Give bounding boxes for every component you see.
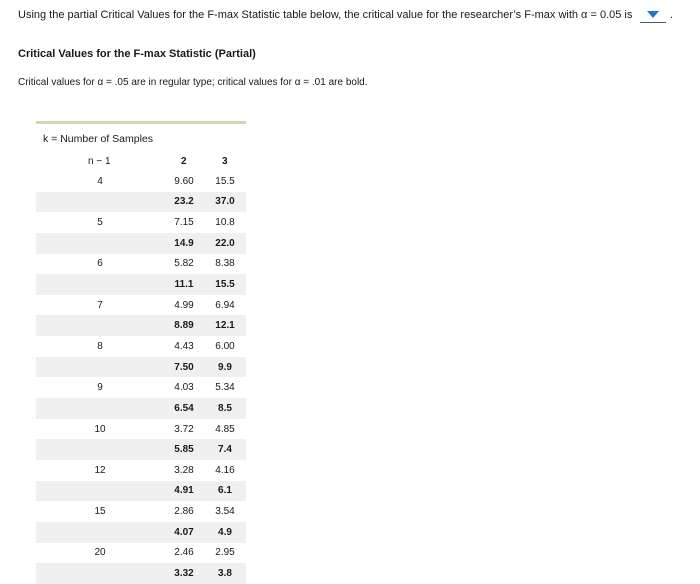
table-row — [36, 563, 246, 584]
k2-value-cell: 11.1 — [164, 274, 204, 295]
k2-value-cell: 9.60 — [174, 175, 194, 187]
n-cell: 8 — [97, 340, 103, 352]
table-row — [36, 171, 246, 192]
table-note: Critical values for α = .05 are in regular type; critical values for α = .01 are bold. — [18, 77, 368, 88]
k2-value-cell: 5.85 — [164, 439, 204, 460]
k2-value-cell: 4.03 — [174, 382, 194, 394]
n-cell: 7 — [97, 299, 103, 311]
question-period: . — [670, 9, 674, 21]
k3-value-cell: 9.9 — [204, 357, 246, 378]
n-cell — [36, 315, 164, 336]
n-cell — [36, 274, 164, 295]
k3-value-cell: 6.94 — [215, 299, 235, 311]
table-row — [36, 254, 246, 275]
critical-values-table — [36, 171, 246, 584]
table-row — [36, 336, 246, 357]
n-cell: 4 — [97, 175, 103, 187]
k3-value-cell: 37.0 — [204, 192, 246, 213]
n-cell — [36, 439, 164, 460]
k3-value-cell: 3.8 — [204, 563, 246, 584]
k3-value-cell: 8.5 — [204, 398, 246, 419]
table-row — [36, 419, 246, 440]
table-row — [36, 543, 246, 564]
k3-value-cell: 5.34 — [215, 382, 235, 394]
k3-value-cell: 6.00 — [215, 340, 235, 352]
k3-value-cell: 12.1 — [204, 315, 246, 336]
table-title: Critical Values for the F-max Statistic (Partial) — [18, 48, 256, 60]
answer-dropdown[interactable] — [640, 7, 666, 23]
n-cell — [36, 233, 164, 254]
table-row — [36, 377, 246, 398]
table-row — [36, 357, 246, 378]
k2-value-cell: 4.99 — [174, 299, 194, 311]
k2-value-cell: 4.91 — [164, 481, 204, 502]
k3-value-cell: 4.16 — [215, 464, 235, 476]
table-row — [36, 439, 246, 460]
k3-value-cell: 6.1 — [204, 481, 246, 502]
n-cell: 5 — [97, 217, 103, 229]
n-cell — [36, 398, 164, 419]
k2-value-cell: 5.82 — [174, 258, 194, 270]
n-cell: 20 — [94, 547, 106, 559]
k3-value-cell: 3.54 — [215, 506, 235, 518]
k2-value-cell: 2.46 — [174, 547, 194, 559]
k-header: k = Number of Samples — [43, 133, 154, 145]
k3-value-cell: 4.85 — [215, 423, 235, 435]
table-row — [36, 522, 246, 543]
question-text: Using the partial Critical Values for the F-max Statistic table below, the critical value for the researcher’s F-max with α = 0.05 is — [18, 9, 633, 21]
k3-value-cell: 22.0 — [204, 233, 246, 254]
k3-value-cell: 8.38 — [215, 258, 235, 270]
n-cell — [36, 563, 164, 584]
k3-value-cell: 15.5 — [204, 274, 246, 295]
table-row — [36, 398, 246, 419]
k2-value-cell: 8.89 — [164, 315, 204, 336]
table-row — [36, 295, 246, 316]
n-cell: 12 — [94, 464, 106, 476]
table-row — [36, 481, 246, 502]
k2-value-cell: 2.86 — [174, 506, 194, 518]
n-cell — [36, 192, 164, 213]
k3-value-cell: 15.5 — [215, 175, 235, 187]
n-cell: 6 — [97, 258, 103, 270]
k2-value-cell: 3.28 — [174, 464, 194, 476]
col-header-2: 2 — [181, 156, 187, 167]
n-header: n − 1 — [88, 156, 111, 167]
n-cell — [36, 522, 164, 543]
chevron-down-icon — [647, 11, 659, 18]
k3-value-cell: 7.4 — [204, 439, 246, 460]
n-cell — [36, 357, 164, 378]
k3-value-cell: 4.9 — [204, 522, 246, 543]
k3-value-cell: 10.8 — [215, 217, 235, 229]
k2-value-cell: 14.9 — [164, 233, 204, 254]
table-row — [36, 501, 246, 522]
k2-value-cell: 7.50 — [164, 357, 204, 378]
n-cell — [36, 481, 164, 502]
n-cell: 10 — [94, 423, 106, 435]
k2-value-cell: 4.07 — [164, 522, 204, 543]
k2-value-cell: 3.32 — [164, 563, 204, 584]
k2-value-cell: 6.54 — [164, 398, 204, 419]
table-row — [36, 233, 246, 254]
k2-value-cell: 3.72 — [174, 423, 194, 435]
k3-value-cell: 2.95 — [215, 547, 235, 559]
n-cell: 9 — [97, 382, 103, 394]
table-row — [36, 212, 246, 233]
table-row — [36, 192, 246, 213]
table-top-rule — [36, 121, 246, 124]
k2-value-cell: 23.2 — [164, 192, 204, 213]
n-cell: 15 — [94, 506, 106, 518]
k2-value-cell: 7.15 — [174, 217, 194, 229]
k2-value-cell: 4.43 — [174, 340, 194, 352]
table-row — [36, 460, 246, 481]
table-row — [36, 274, 246, 295]
col-header-3: 3 — [222, 156, 228, 167]
table-row — [36, 315, 246, 336]
